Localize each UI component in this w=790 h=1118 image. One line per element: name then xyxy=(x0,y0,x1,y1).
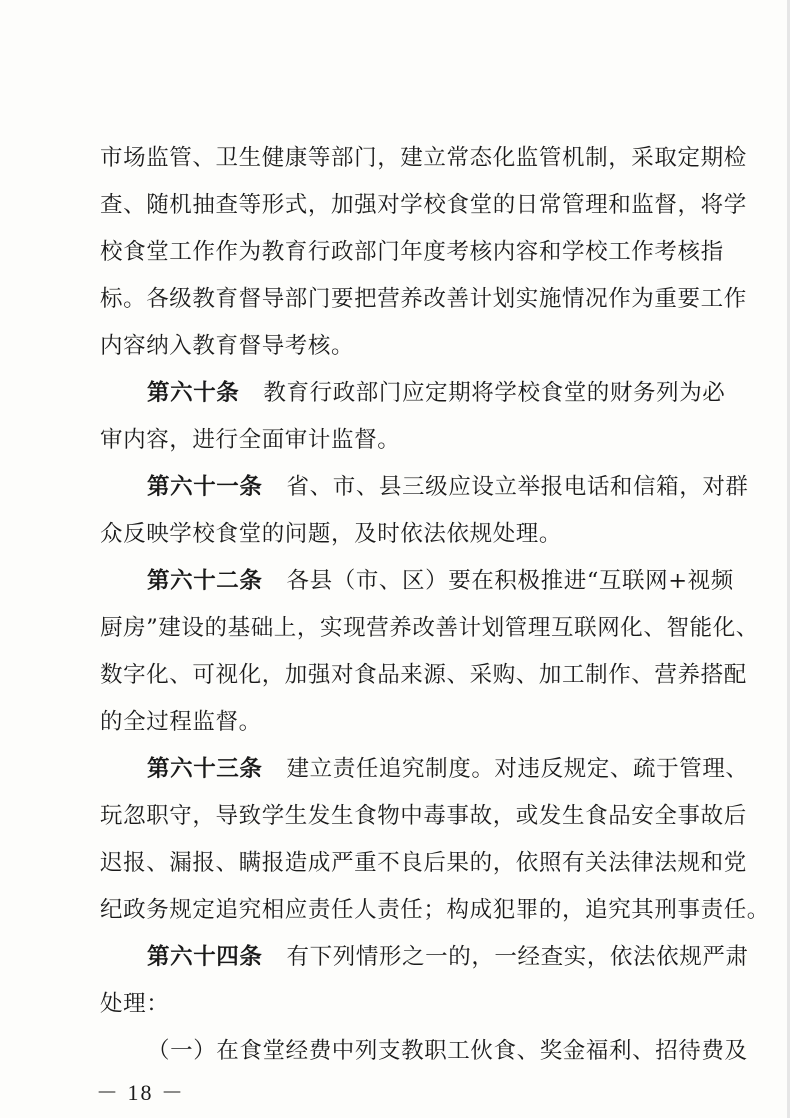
paragraph-line: 标。各级教育督导部门要把营养改善计划实施情况作为重要工作 xyxy=(100,286,747,312)
article-number: 第六十二条 xyxy=(147,568,263,594)
paragraph-line: 的全过程监督。 xyxy=(100,709,262,735)
paragraph-line: 迟报、漏报、瞒报造成严重不良后果的，依照有关法律法规和党 xyxy=(100,850,747,876)
article-number: 第六十三条 xyxy=(147,756,263,782)
paragraph-line: 查、随机抽查等形式，加强对学校食堂的日常管理和监督，将学 xyxy=(100,192,747,218)
article-64-first-line xyxy=(147,943,749,971)
article-text: 省、市、县三级应设立举报电话和信箱，对群 xyxy=(286,474,749,500)
article-text: 有下列情形之一的，一经查实，依法依规严肃 xyxy=(286,944,749,970)
article-63-first-line xyxy=(147,755,749,783)
page-number: － 18 － xyxy=(96,1080,186,1105)
paragraph-line: 内容纳入教育督导考核。 xyxy=(100,333,355,359)
article-text: 建立责任追究制度。对违反规定、疏于管理、 xyxy=(286,756,749,782)
article-number: 第六十条 xyxy=(147,380,240,406)
article-number: 第六十四条 xyxy=(147,944,263,970)
list-item-one: （一）在食堂经费中列支教职工伙食、奖金福利、招待费及 xyxy=(147,1038,748,1064)
article-61-first-line xyxy=(147,473,749,501)
paragraph-line: 纪政务规定追究相应责任人责任；构成犯罪的，追究其刑事责任。 xyxy=(100,897,770,923)
paragraph-line: 市场监管、卫生健康等部门，建立常态化监管机制，采取定期检 xyxy=(100,145,747,171)
article-number: 第六十一条 xyxy=(147,474,263,500)
paragraph-line: 玩忽职守，导致学生发生食物中毒事故，或发生食品安全事故后 xyxy=(100,803,747,829)
paragraph-line: 审内容，进行全面审计监督。 xyxy=(100,427,401,453)
paragraph-line: 校食堂工作作为教育行政部门年度考核内容和学校工作考核指 xyxy=(100,239,724,265)
article-text: 各县（市、区）要在积极推进“互联网+视频 xyxy=(286,568,734,594)
article-62-first-line xyxy=(147,567,734,595)
article-text: 教育行政部门应定期将学校食堂的财务列为必 xyxy=(263,380,726,406)
paragraph-line: 厨房”建设的基础上，实现营养改善计划管理互联网化、智能化、 xyxy=(100,615,759,641)
article-60-first-line xyxy=(147,379,726,407)
paragraph-line: 众反映学校食堂的问题，及时依法依规处理。 xyxy=(100,521,563,547)
paragraph-line: 处理： xyxy=(100,991,170,1017)
paragraph-line: 数字化、可视化，加强对食品来源、采购、加工制作、营养搭配 xyxy=(100,662,747,688)
